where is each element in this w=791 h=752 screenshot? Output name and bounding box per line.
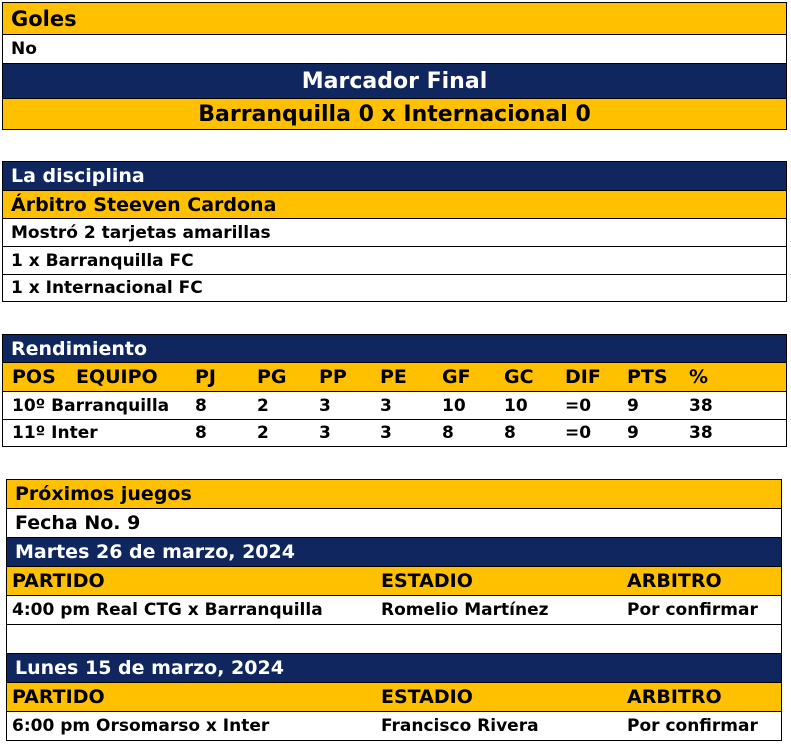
game-date: Martes 26 de marzo, 2024 (6, 537, 782, 567)
standings-section (2, 334, 787, 447)
stat-pe: 3 (380, 395, 392, 416)
standings-title: Rendimiento (2, 334, 787, 363)
stat-pct: 38 (689, 423, 713, 443)
game-date: Lunes 15 de marzo, 2024 (6, 653, 782, 683)
header-equipo: EQUIPO (76, 366, 158, 388)
final-score: Barranquilla 0 x Internacional 0 (2, 98, 787, 130)
discipline-referee: Árbitro Steeven Cardona (2, 190, 787, 219)
game-referee: Por confirmar (627, 716, 758, 736)
header-pos: POS (12, 366, 56, 388)
stat-pp: 3 (319, 423, 331, 443)
header-partido: PARTIDO (12, 686, 105, 708)
stat-gf: 8 (442, 423, 454, 443)
standings-row (2, 391, 787, 420)
upcoming-round: Fecha No. 9 (6, 508, 782, 538)
game-referee: Por confirmar (627, 600, 758, 620)
header-pts: PTS (627, 366, 668, 388)
header-arbitro: ARBITRO (627, 570, 722, 592)
header-gc: GC (504, 366, 534, 388)
stat-pg: 2 (257, 423, 269, 443)
discipline-section (2, 161, 787, 302)
team-name: 11º Inter (12, 423, 98, 443)
spacer-row (6, 624, 782, 654)
stat-pe: 3 (380, 423, 392, 443)
game-row (6, 595, 782, 625)
header-gf: GF (442, 366, 471, 388)
upcoming-title: Próximos juegos (6, 479, 782, 509)
header-estadio: ESTADIO (381, 570, 473, 592)
stat-gc: 10 (504, 395, 528, 416)
header-partido: PARTIDO (12, 570, 105, 592)
stat-pg: 2 (257, 395, 269, 416)
games-header-row (6, 682, 782, 712)
stat-pct: 38 (689, 395, 713, 416)
game-stadium: Francisco Rivera (381, 716, 539, 736)
upcoming-section (6, 479, 782, 743)
header-pj: PJ (195, 366, 216, 388)
header-estadio: ESTADIO (381, 686, 473, 708)
game-row (6, 711, 782, 741)
goals-value: No (2, 34, 787, 64)
stat-pts: 9 (627, 395, 639, 416)
games-header-row (6, 566, 782, 596)
standings-header-row (2, 362, 787, 392)
stat-gc: 8 (504, 423, 516, 443)
goals-label: Goles (2, 2, 787, 35)
game-match: 4:00 pm Real CTG x Barranquilla (12, 600, 323, 620)
stat-dif: =0 (565, 423, 592, 443)
discipline-team1: 1 x Barranquilla FC (2, 246, 787, 275)
game-stadium: Romelio Martínez (381, 600, 549, 620)
discipline-title: La disciplina (2, 161, 787, 191)
discipline-team2: 1 x Internacional FC (2, 274, 787, 302)
result-section (2, 2, 787, 130)
stat-pj: 8 (195, 395, 207, 416)
final-score-label: Marcador Final (2, 63, 787, 99)
header-arbitro: ARBITRO (627, 686, 722, 708)
game-match: 6:00 pm Orsomarso x Inter (12, 716, 270, 736)
header-pg: PG (257, 366, 287, 388)
team-name: 10º Barranquilla (12, 395, 170, 416)
discipline-summary: Mostró 2 tarjetas amarillas (2, 218, 787, 247)
stat-gf: 10 (442, 395, 466, 416)
header-pe: PE (380, 366, 407, 388)
header-pp: PP (319, 366, 347, 388)
stat-pts: 9 (627, 423, 639, 443)
header-dif: DIF (565, 366, 601, 388)
standings-row (2, 419, 787, 447)
stat-pp: 3 (319, 395, 331, 416)
header-pct: % (689, 366, 709, 388)
stat-pj: 8 (195, 423, 207, 443)
stat-dif: =0 (565, 395, 592, 416)
